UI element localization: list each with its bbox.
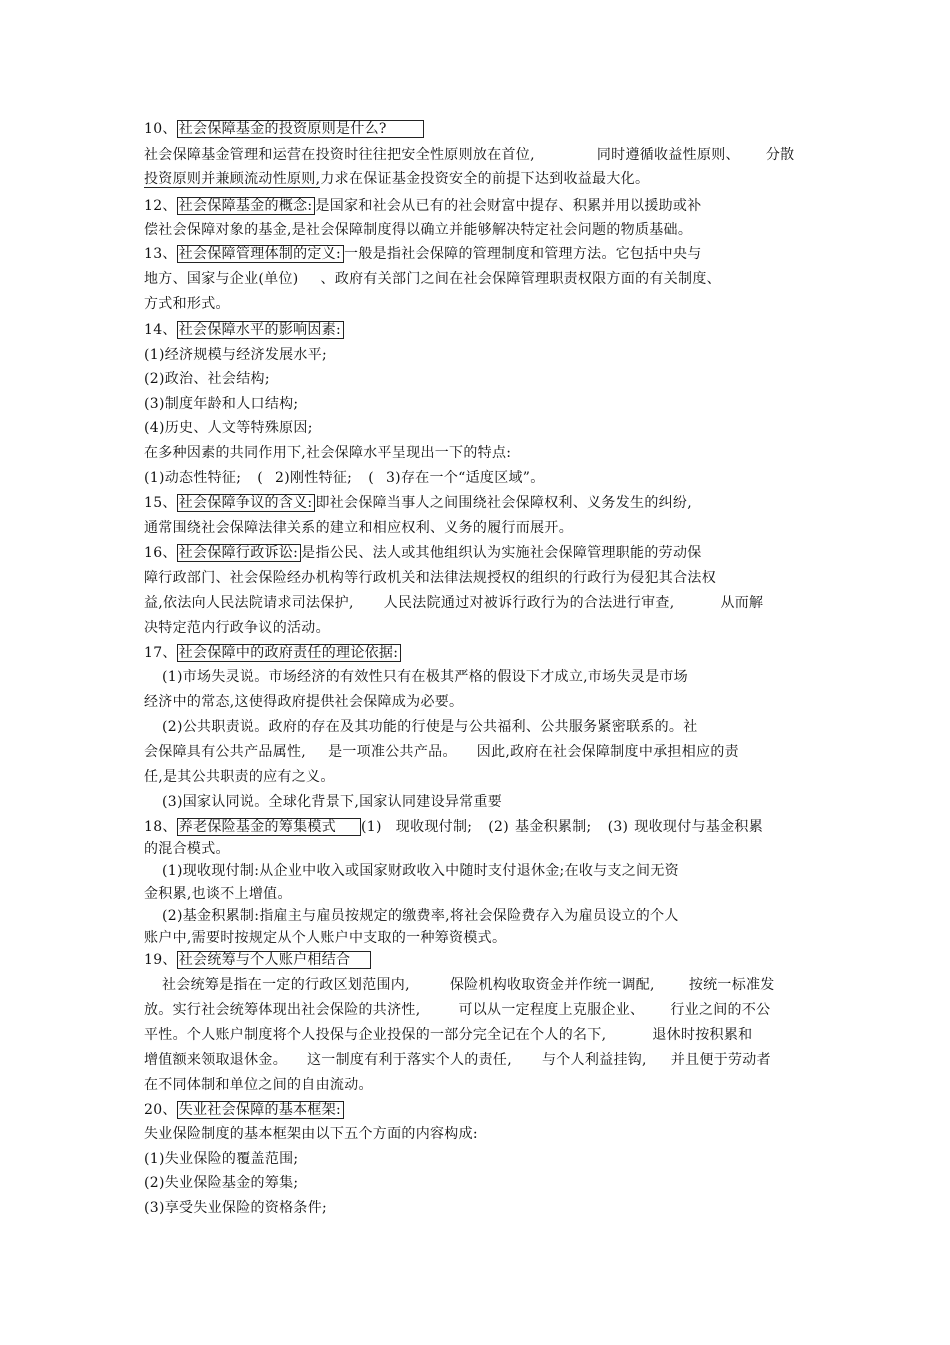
- q15-title: 社会保障争议的含义:: [177, 494, 316, 512]
- q17-p2-line-1: (2)公共职责说。政府的存在及其功能的行使是与公共福利、公共服务紧密联系的。社: [162, 719, 698, 735]
- q14-item-3: (3)制度年龄和人口结构;: [144, 396, 299, 412]
- q17-p1-line-2: 经济中的常态,这使得政府提供社会保障成为必要。: [144, 694, 464, 710]
- q14-item-4: (4)历史、人文等特殊原因;: [144, 420, 313, 436]
- q16-line-1: 16、 社会保障行政诉讼: 是指公民、法人或其他组织认为实施社会保障管理职能的劳动保: [144, 545, 702, 561]
- q16-line-4: 决特定范内行政争议的活动。: [144, 620, 330, 636]
- q13-line-2: 地方、国家与企业(单位) 、政府有关部门之间在社会保障管理职责权限方面的有关制度、: [144, 271, 721, 287]
- q14-heading: 14、 社会保障水平的影响因素:: [144, 321, 344, 339]
- q19-title: 社会统筹与个人账户相结合: [177, 951, 372, 969]
- q14-item-1: (1)经济规模与经济发展水平;: [144, 347, 328, 363]
- q17-p2-line-2: 会保障具有公共产品属性, 是一项准公共产品。 因此,政府在社会保障制度中承担相应的责: [144, 744, 739, 760]
- q16-line-2: 障行政部门、社会保险经办机构等行政机关和法律法规授权的组织的行政行为侵犯其合法权: [144, 570, 716, 586]
- q20-heading: 20、 失业社会保障的基本框架:: [144, 1101, 344, 1119]
- q18-p2-line-1: (2)基金积累制:指雇主与雇员按规定的缴费率,将社会保险费存入为雇员设立的个人: [162, 908, 679, 924]
- q18-p1-line-1: (1)现收现付制:从企业中收入或国家财政收入中随时支付退休金;在收与支之间无资: [162, 863, 679, 879]
- q13-line-1: 13、 社会保障管理体制的定义: 一般是指社会保障的管理制度和管理方法。它包括中央与: [144, 246, 702, 262]
- q20-item-1: (1)失业保险的覆盖范围;: [144, 1151, 299, 1167]
- q12-title: 社会保障基金的概念:: [177, 197, 316, 215]
- q14-title: 社会保障水平的影响因素:: [177, 321, 344, 339]
- q14-line-6: (1)动态性特征; ( 2)刚性特征; ( 3)存在一个“适度区域”。: [144, 470, 545, 486]
- q12-line-1: 12、 社会保障基金的概念: 是国家和社会从已有的社会财富中提存、积累并用以援助或补: [144, 198, 702, 214]
- q17-p1-line-1: (1)市场失灵说。市场经济的有效性只有在极其严格的假设下才成立,市场失灵是市场: [162, 669, 688, 685]
- q20-title: 失业社会保障的基本框架:: [177, 1101, 344, 1119]
- q14-item-2: (2)政治、社会结构;: [144, 371, 270, 387]
- q15-line-2: 通常围绕社会保障法律关系的建立和相应权利、义务的履行而展开。: [144, 520, 573, 536]
- q18-p2-line-2: 账户中,需要时按规定从个人账户中支取的一种筹资模式。: [144, 930, 507, 946]
- q19-line-3: 平性。个人账户制度将个人投保与企业投保的一部分完全记在个人的名下, 退休时按积累和: [144, 1027, 753, 1043]
- q19-line-1: 社会统筹是指在一定的行政区划范围内, 保险机构收取资金并作统一调配, 按统一标准发: [162, 977, 775, 993]
- q10-line-2: 投资原则并兼顾流动性原则,力求在保证基金投资安全的前提下达到收益最大化。: [144, 171, 650, 187]
- q10-heading: [144, 120, 424, 138]
- q12-line-2: 偿社会保障对象的基金,是社会保障制度得以确立并能够解决特定社会问题的物质基础。: [144, 222, 693, 238]
- q20-item-2: (2)失业保险基金的筹集;: [144, 1175, 299, 1191]
- q17-title: 社会保障中的政府责任的理论依据:: [177, 644, 402, 662]
- q19-line-5: 在不同体制和单位之间的自由流动。: [144, 1077, 373, 1093]
- q17-p3: (3)国家认同说。全球化背景下,国家认同建设异常重要: [162, 794, 503, 810]
- q16-line-3: 益,依法向人民法院请求司法保护, 人民法院通过对被诉行政行为的合法进行审查, 从而解: [144, 595, 764, 611]
- q10-line-1: 社会保障基金管理和运营在投资时往往把安全性原则放在首位, 同时遵循收益性原则、 分散: [144, 147, 795, 163]
- q19-line-2: 放。实行社会统筹体现出社会保险的共济性, 可以从一定程度上克服企业、 行业之间的不公: [144, 1002, 771, 1018]
- q18-line-2: 的混合模式。: [144, 841, 230, 857]
- q18-p1-line-2: 金积累,也谈不上增值。: [144, 886, 292, 902]
- q16-title: 社会保障行政诉讼:: [177, 544, 301, 562]
- q18-line-1: 18、 养老保险基金的筹集模式 (1) 现收现付制; (2) 基金积累制; (3) 现收现付与基金积累: [144, 819, 763, 835]
- q17-p2-line-3: 任,是其公共职责的应有之义。: [144, 769, 335, 785]
- q15-line-1: 15、 社会保障争议的含义: 即社会保障当事人之间围绕社会保障权利、义务发生的纠纷,: [144, 495, 692, 511]
- q10-number: 10、: [144, 121, 177, 137]
- q14-line-5: 在多种因素的共同作用下,社会保障水平呈现出一下的特点:: [144, 445, 512, 461]
- q19-heading: 19、 社会统筹与个人账户相结合: [144, 951, 371, 969]
- q13-line-3: 方式和形式。: [144, 296, 230, 312]
- q20-item-3: (3)享受失业保险的资格条件;: [144, 1200, 328, 1216]
- q10-title: 社会保障基金的投资原则是什么?: [177, 120, 424, 138]
- q18-title: 养老保险基金的筹集模式: [177, 818, 361, 836]
- q20-line-1: 失业保险制度的基本框架由以下五个方面的内容构成:: [144, 1126, 478, 1142]
- q19-line-4: 增值额来领取退休金。 这一制度有利于落实个人的责任, 与个人利益挂钩, 并且便于劳动者: [144, 1052, 771, 1068]
- q13-title: 社会保障管理体制的定义:: [177, 245, 344, 263]
- q17-heading: 17、 社会保障中的政府责任的理论依据:: [144, 644, 401, 662]
